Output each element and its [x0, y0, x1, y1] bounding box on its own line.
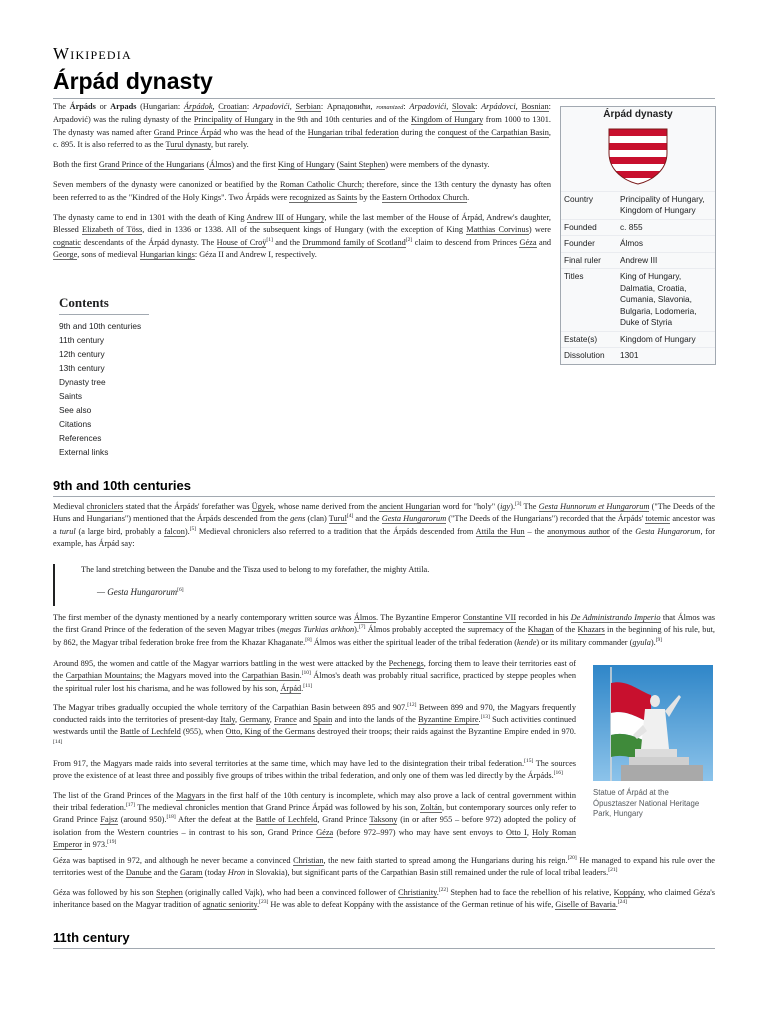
link[interactable]: Attila the Hun [475, 526, 525, 536]
link[interactable]: Eastern Orthodox Church [381, 192, 468, 202]
link[interactable]: agnatic seniority [202, 899, 258, 909]
link[interactable]: Serbian [295, 102, 321, 111]
toc-divider [59, 314, 149, 315]
paragraph: The first member of the dynasty mentioned by a nearly contemporary written source was Álmos. The Byzantine Emperor Constantine VII recorded in his De Administrando Imperio that Álmos was the first Grand Prince of the federation of the seven Magyar tribes (megas Turkias arkhon).[7] Álmos probably accepted the supremacy of the Khagan of the Khazars in the beginning of his rule, but, by 862, the Magyar tribal federation broke free from the Khazar Khaganate.[8] Álmos was either the spiritual leader of the tribal federation (kende) or its military commander (gyula).[9] [53, 613, 715, 647]
link[interactable]: falcon [164, 526, 185, 536]
figure [593, 665, 713, 820]
link[interactable]: Battle of Lechfeld [120, 727, 181, 737]
coat-of-arms-stripe [607, 157, 669, 164]
citation[interactable]: [21] [608, 867, 618, 874]
section-body [53, 612, 715, 656]
link[interactable]: Khagan [527, 625, 554, 635]
link[interactable]: cognatic [53, 237, 82, 247]
link[interactable]: Holy Roman Emperor [53, 827, 577, 849]
infobox-value[interactable]: Principality of Hungary, Kingdom of Hungary [620, 193, 705, 215]
link[interactable]: Andrew III of Hungary [246, 213, 325, 223]
section-body [53, 855, 715, 918]
intro-paragraph-4: The dynasty came to end in 1301 with the death of King Andrew III of Hungary, while the last member of the House of Árpád, Andrew's daughter, Blessed Elizabeth of Töss, died in 1336 or 1338. All of the subsequent kings of Hungary (with the exception of King Matthias Corvinus) were cognatic descendants of the Árpád dynasty. The House of Croÿ[1] and the Drummond family of Scotland[2] claim to descend from Princes Géza and George, sons of medieval Hungarian kings: Géza II and Andrew I, respectively. [53, 213, 552, 259]
link[interactable]: Battle of Lechfeld [255, 815, 318, 825]
toc-item[interactable]: Saints [59, 391, 83, 401]
link[interactable]: Bosnian [521, 102, 549, 111]
section-divider [53, 496, 715, 497]
infobox-value: c. 855 [620, 221, 643, 232]
title-divider [53, 98, 715, 99]
citation[interactable]: [2] [405, 236, 413, 243]
toc-item[interactable]: References [59, 433, 102, 443]
wikipedia-logo[interactable]: Wikipedia [53, 44, 132, 63]
infobox-row: Founded c. 855 [561, 219, 715, 236]
quote-text: The land stretching between the Danube and the Tisza used to belong to my forefather, the mighty Attila. [81, 565, 430, 574]
citation[interactable]: [13] [480, 714, 490, 721]
link[interactable]: Christianity [398, 887, 437, 897]
intro-paragraph-1: The Árpáds or Arpads (Hungarian: Árpádok, Croatian: Arpadovići, Serbian: Арпадовићи, romanized: Arpadovići, Slovak: Arpádovci, Bosnian: Arpadović) was the ruling dynasty of the Principality of Hungary in the 9th and 10th centuries and of the Kingdom of Hungary from 1000 to 1301. The dynasty was named after Grand Prince Árpád who was the head of the Hungarian tribal federation during the conquest of the Carpathian Basin, c. 895. It is also referred to as the Turul dynasty, but rarely. [53, 102, 552, 149]
infobox-row: Titles King of Hungary, Dalmatia, Croatia, Cumania, Slavonia, Bulgaria, Lodomeria, Duke of Styria [561, 268, 715, 331]
citation[interactable]: [17] [125, 802, 136, 809]
link[interactable]: conquest of the Carpathian Basin [437, 127, 549, 137]
link[interactable]: Fajsz [100, 815, 118, 825]
link[interactable]: George [53, 249, 78, 259]
toc-item[interactable]: External links [59, 447, 109, 457]
citation[interactable]: [20] [567, 855, 577, 862]
citation[interactable]: [10] [301, 670, 311, 677]
link[interactable]: Roman Catholic Church [279, 180, 362, 190]
toc-item[interactable]: 13th century [59, 363, 105, 373]
link[interactable]: Turul dynasty [165, 139, 212, 149]
infobox-row: Dissolution 1301 [561, 347, 715, 364]
link[interactable]: Slovak [452, 102, 476, 111]
link[interactable]: Garam [179, 868, 203, 878]
citation[interactable]: [5] [189, 525, 197, 532]
coat-of-arms-icon[interactable] [607, 127, 669, 185]
link[interactable]: Pechenegs [388, 659, 424, 668]
citation[interactable]: [19] [107, 839, 117, 846]
coat-of-arms-stripe [607, 150, 669, 157]
link[interactable]: Stephen [156, 887, 183, 897]
link[interactable]: anonymous author [547, 526, 610, 536]
infobox-value[interactable]: King of Hungary, Dalmatia, Croatia, Cumania, Slavonia, Bulgaria, Lodomeria, Duke of Styria [620, 271, 697, 327]
section-body [53, 501, 715, 557]
intro-section [53, 101, 551, 269]
link[interactable]: Christian [293, 856, 324, 865]
link[interactable]: Géza [519, 237, 537, 247]
citation[interactable]: [18] [166, 814, 176, 821]
link[interactable]: Grand Prince Árpád [153, 127, 222, 137]
link[interactable]: Drummond family of Scotland [302, 237, 406, 247]
infobox-row: Country Principality of Hungary, Kingdom of Hungary [561, 191, 715, 219]
link[interactable]: Matthias Corvinus [466, 225, 529, 235]
infobox-row: Founder Álmos [561, 235, 715, 252]
citation[interactable]: [7] [358, 624, 366, 631]
link[interactable]: Géza [316, 827, 334, 837]
link[interactable]: Principality of Hungary [193, 115, 274, 125]
infobox-row: Estate(s) Kingdom of Hungary [561, 331, 715, 348]
coat-of-arms-stripe [607, 143, 669, 150]
link[interactable]: Byzantine Empire [418, 715, 479, 725]
blockquote [53, 564, 613, 606]
link[interactable]: Álmos [353, 613, 377, 622]
toc-item[interactable]: 12th century [59, 349, 105, 359]
link[interactable]: Elizabeth of Töss [82, 225, 143, 235]
citation[interactable]: [11] [303, 682, 313, 689]
toc-item[interactable]: 9th and 10th centuries [59, 321, 142, 331]
paragraph: Géza was baptised in 972, and although he never became a convinced Christian, the new faith started to spread among the Hungarians during his reign.[20] He managed to expand his rule over the territories west of the Danube and the Garam (today Hron in Slovakia), but significant parts of the Carpathian Basin still remained under the rule of local tribal leaders.[21] [53, 855, 715, 878]
link[interactable]: Khazars [577, 625, 605, 635]
toc-item[interactable]: See also [59, 405, 92, 415]
section-heading: 9th and 10th centuries [53, 478, 191, 493]
infobox-rows [561, 191, 715, 364]
link[interactable]: recognized as Saints [289, 192, 358, 202]
link[interactable]: Zoltán [420, 802, 442, 812]
intro-paragraph-3: Seven members of the dynasty were canonized or beatified by the Roman Catholic Church; therefore, since the 13th century the dynasty has often been referred to as the "Kindred of the Holy Kings". Two Árpáds were recognized as Saints by the Eastern Orthodox Church. [53, 180, 551, 202]
link[interactable]: Gesta Hungarorum [381, 514, 447, 524]
link[interactable]: Croatian [218, 102, 247, 111]
section-divider [53, 948, 715, 949]
infobox-value[interactable]: Álmos [620, 238, 644, 248]
citation[interactable]: [23] [259, 899, 269, 906]
link[interactable]: Danube [125, 868, 152, 878]
link[interactable]: Otto I [506, 827, 527, 837]
infobox-value[interactable]: Andrew III [620, 254, 658, 265]
infobox-value[interactable]: Kingdom of Hungary [620, 333, 696, 344]
link[interactable]: totemic [645, 514, 671, 524]
link[interactable]: House of Croÿ [216, 237, 267, 247]
citation[interactable]: [1] [266, 236, 273, 243]
toc-item[interactable]: 11th century [59, 335, 105, 345]
coat-of-arms-stripe [607, 136, 669, 143]
citation[interactable]: [12] [407, 702, 417, 709]
page-title: Árpád dynasty [53, 68, 213, 94]
paragraph: The Magyar tribes gradually occupied the whole territory of the Carpathian Basin between 895 and 907.[12] Between 899 and 970, the Magyars frequently conducted raids into the territories of present-day Italy, Germany, France and Spain and into the lands of the Byzantine Empire.[13] Such activities continued westwards until the Battle of Lechfeld (955), when Otto, King of the Germans destroyed their troops; their raids against the Byzantine Empire ended in 970.[14] [53, 702, 577, 746]
citation[interactable]: [6] [177, 587, 184, 593]
citation[interactable]: [3] [515, 501, 522, 508]
paragraph: The list of the Grand Princes of the Magyars in the first half of the 10th century is incomplete, which may also prove a lack of central government within their tribal federation.[17] The medieval chronicles mention that Grand Prince Árpád was followed by his son, Zoltán, but contemporary sources only refer to Grand Prince Fajsz (around 950).[18] After the defeat at the Battle of Lechfeld, Grand Prince Taksony (in or after 955 – before 972) adopted the policy of isolation from the Western countries – in contrast to his son, Grand Prince Géza (before 972–997) who may have sent envoys to Otto I, Holy Roman Emperor in 973.[19] [53, 790, 577, 849]
toc-item[interactable]: Citations [59, 419, 92, 429]
link[interactable]: ancient Hungarian [379, 502, 441, 511]
link[interactable]: Germany [239, 715, 270, 725]
citation[interactable]: [8] [305, 636, 312, 643]
citation[interactable]: [9] [655, 636, 663, 643]
figure-caption: Statue of Árpád at the Ópusztaszer National Heritage Park, Hungary [593, 788, 700, 819]
table-of-contents [59, 295, 149, 459]
link[interactable]: Spain [313, 715, 333, 725]
link[interactable]: Koppány [613, 887, 644, 897]
link[interactable]: Carpathian Mountains [65, 671, 140, 681]
link[interactable]: Italy [220, 715, 236, 725]
quote-source: — Gesta Hungarorum[6] [97, 587, 184, 597]
link[interactable]: Otto, King of the Germans [225, 727, 315, 737]
coat-of-arms-stripe [607, 164, 669, 171]
link[interactable]: Turul [328, 514, 347, 524]
link[interactable]: Taksony [369, 815, 398, 825]
link[interactable]: King of Hungary [277, 160, 335, 170]
citation[interactable]: [16] [553, 770, 563, 777]
link[interactable]: Magyars [176, 790, 206, 800]
link[interactable]: Álmos [209, 160, 232, 170]
paragraph: Around 895, the women and cattle of the Magyar warriors battling in the west were attacked by the Pechenegs, forcing them to leave their territories east of the Carpathian Mountains; the Magyars moved into the Carpathian Basin.[10] Álmos's death was probably ritual sacrifice, practiced by steppe peoples when the spiritual ruler lost his charisma, and he was followed by his son, Árpád.[11] [53, 659, 577, 693]
citation[interactable]: [22] [438, 886, 449, 893]
intro-paragraph-2: Both the first Grand Prince of the Hungarians (Álmos) and the first King of Hungary (Saint Stephen) were members of the dynasty. [53, 160, 490, 170]
link[interactable]: Saint Stephen [339, 160, 386, 170]
coat-of-arms-stripe [607, 129, 669, 136]
link[interactable]: Árpádok [183, 102, 213, 111]
infobox-title: Árpád dynasty [603, 109, 673, 120]
paragraph: Géza was followed by his son Stephen (originally called Vajk), who had been a convinced follower of Christianity.[22] Stephen had to face the rebellion of his relative, Koppány, who claimed Géza's inheritance based on the Magyar tradition of agnatic seniority.[23] He was able to defeat Koppány with the assistance of the German retinue of his wife, Giselle of Bavaria.[24] [53, 886, 716, 909]
link[interactable]: Grand Prince of the Hungarians [98, 160, 205, 170]
link[interactable]: Ügyek [251, 502, 274, 511]
citation[interactable]: [14] [53, 739, 63, 746]
citation[interactable]: [24] [617, 899, 627, 906]
statue-of-arpad-image[interactable] [593, 665, 713, 781]
toc-title: Contents [59, 295, 109, 310]
link[interactable]: Árpád [280, 683, 302, 693]
link[interactable]: De Administrando Imperio [570, 613, 661, 622]
link[interactable]: Carpathian Basin [241, 671, 300, 681]
infobox [560, 106, 716, 365]
paragraph: From 917, the Magyars made raids into several territories at the same time, which may have led to the disintegration their tribal federation.[15] The sources prove the existence of at least three and possibly five groups of tribes within the tribal federation, and only one of them was led directly by the Árpáds.[16] [53, 758, 577, 781]
infobox-row: Final ruler Andrew III [561, 252, 715, 269]
toc-item[interactable]: Dynasty tree [59, 377, 106, 387]
section-heading: 11th century [53, 930, 130, 945]
link[interactable]: Giselle of Bavaria [555, 899, 616, 909]
paragraph: Medieval chroniclers stated that the Árpáds' forefather was Ügyek, whose name derived from the ancient Hungarian word for "holy" (igy).[3] The Gesta Hunnorum et Hungarorum ("The Deeds of the Huns and Hungarians") mentioned that the Árpáds descended from the gens (clan) Turul[4] and the Gesta Hungarorum ("The Deeds of the Hungarians") recorded that the Árpáds' totemic ancestor was a turul (a large bird, probably a falcon).[5] Medieval chroniclers also referred to a tradition that the Árpáds descended from Attila the Hun – the anonymous author of the Gesta Hungarorum, for example, has Árpád say: [53, 501, 716, 548]
citation[interactable]: [15] [524, 758, 534, 765]
link[interactable]: chroniclers [86, 502, 124, 511]
infobox-value: 1301 [620, 350, 639, 360]
link[interactable]: Gesta Hunnorum et Hungarorum [538, 502, 650, 511]
citation[interactable]: [4] [346, 513, 354, 520]
link[interactable]: Kingdom of Hungary [411, 115, 484, 125]
link[interactable]: Hungarian kings [139, 249, 195, 259]
link[interactable]: Constantine VII [462, 613, 517, 622]
section-body [53, 658, 576, 858]
link[interactable]: Hungarian tribal federation [307, 127, 399, 137]
link[interactable]: France [274, 715, 297, 725]
